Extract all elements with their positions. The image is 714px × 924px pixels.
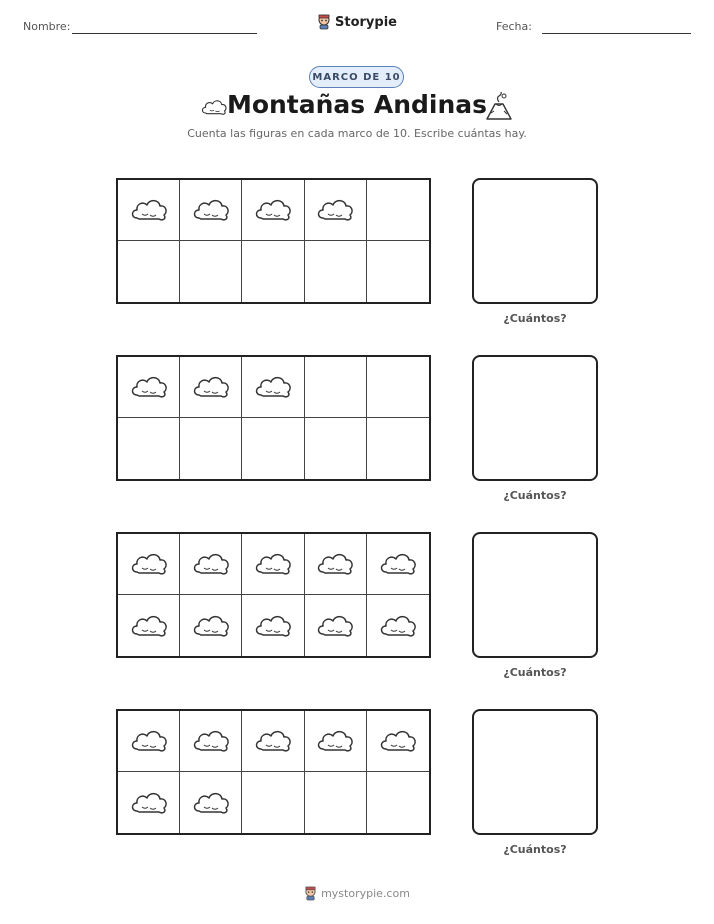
cloud-icon	[191, 194, 231, 226]
ten-frame-cell	[367, 595, 429, 656]
cloud-icon	[378, 725, 418, 757]
ten-frame-cell	[242, 180, 304, 241]
mascot-icon	[317, 14, 331, 30]
ten-frame-cell	[180, 595, 242, 656]
cloud-icon	[129, 194, 169, 226]
ten-frame-3	[116, 532, 431, 658]
date-label: Fecha:	[496, 20, 532, 33]
mascot-icon	[304, 886, 317, 901]
volcano-icon	[484, 91, 514, 121]
ten-frame-cell	[305, 418, 367, 479]
footer-url: mystorypie.com	[321, 887, 410, 900]
answer-box-1[interactable]	[472, 178, 598, 304]
cloud-icon	[315, 194, 355, 226]
ten-frame-cell	[367, 418, 429, 479]
ten-frame-cell	[180, 180, 242, 241]
answer-label-4: ¿Cuántos?	[503, 843, 567, 856]
cloud-icon	[253, 548, 293, 580]
cloud-icon	[253, 194, 293, 226]
ten-frame-cell	[367, 711, 429, 772]
cloud-icon	[315, 548, 355, 580]
cloud-icon	[253, 725, 293, 757]
cloud-icon	[129, 610, 169, 642]
ten-frame-cell	[305, 772, 367, 833]
ten-frame-cell	[180, 357, 242, 418]
brand-name: Storypie	[335, 14, 397, 30]
cloud-icon	[191, 371, 231, 403]
cloud-icon	[315, 610, 355, 642]
instructions: Cuenta las figuras en cada marco de 10. Escribe cuántas hay.	[187, 127, 527, 140]
ten-frame-cell	[118, 711, 180, 772]
ten-frame-cell	[118, 180, 180, 241]
cloud-icon	[378, 548, 418, 580]
answer-label-1: ¿Cuántos?	[503, 312, 567, 325]
ten-frame-2	[116, 355, 431, 481]
ten-frame-cell	[242, 418, 304, 479]
cloud-icon	[129, 787, 169, 819]
cloud-icon	[129, 371, 169, 403]
answer-label-3: ¿Cuántos?	[503, 666, 567, 679]
brand-logo	[0, 14, 714, 34]
worksheet-type-badge: MARCO DE 10	[309, 66, 404, 88]
ten-frame-cell	[242, 534, 304, 595]
cloud-icon	[129, 548, 169, 580]
cloud-icon	[191, 610, 231, 642]
ten-frame-cell	[180, 241, 242, 302]
ten-frame-cell	[118, 595, 180, 656]
ten-frame-cell	[305, 180, 367, 241]
ten-frame-cell	[367, 772, 429, 833]
answer-box-2[interactable]	[472, 355, 598, 481]
ten-frame-cell	[180, 772, 242, 833]
name-label: Nombre:	[23, 20, 71, 33]
cloud-icon	[191, 548, 231, 580]
ten-frame-cell	[367, 180, 429, 241]
ten-frame-cell	[180, 418, 242, 479]
ten-frame-cell	[118, 241, 180, 302]
cloud-icon	[129, 725, 169, 757]
cloud-icon	[378, 610, 418, 642]
answer-box-4[interactable]	[472, 709, 598, 835]
ten-frame-cell	[180, 534, 242, 595]
ten-frame-cell	[118, 772, 180, 833]
answer-label-2: ¿Cuántos?	[503, 489, 567, 502]
page-title: Montañas Andinas	[226, 90, 488, 119]
ten-frame-cell	[118, 534, 180, 595]
cloud-icon	[315, 725, 355, 757]
ten-frame-cell	[305, 711, 367, 772]
ten-frame-cell	[118, 418, 180, 479]
ten-frame-cell	[305, 534, 367, 595]
ten-frame-4	[116, 709, 431, 835]
cloud-icon	[191, 725, 231, 757]
ten-frame-cell	[242, 241, 304, 302]
ten-frame-cell	[367, 534, 429, 595]
answer-box-3[interactable]	[472, 532, 598, 658]
ten-frame-1	[116, 178, 431, 304]
ten-frame-cell	[242, 711, 304, 772]
ten-frame-cell	[367, 357, 429, 418]
ten-frame-cell	[305, 595, 367, 656]
ten-frame-cell	[367, 241, 429, 302]
cloud-icon	[253, 371, 293, 403]
cloud-icon	[191, 787, 231, 819]
ten-frame-cell	[305, 357, 367, 418]
ten-frame-cell	[242, 595, 304, 656]
ten-frame-cell	[180, 711, 242, 772]
ten-frame-cell	[242, 772, 304, 833]
footer	[0, 886, 714, 904]
ten-frame-cell	[242, 357, 304, 418]
ten-frame-cell	[118, 357, 180, 418]
cloud-icon	[253, 610, 293, 642]
ten-frame-cell	[305, 241, 367, 302]
